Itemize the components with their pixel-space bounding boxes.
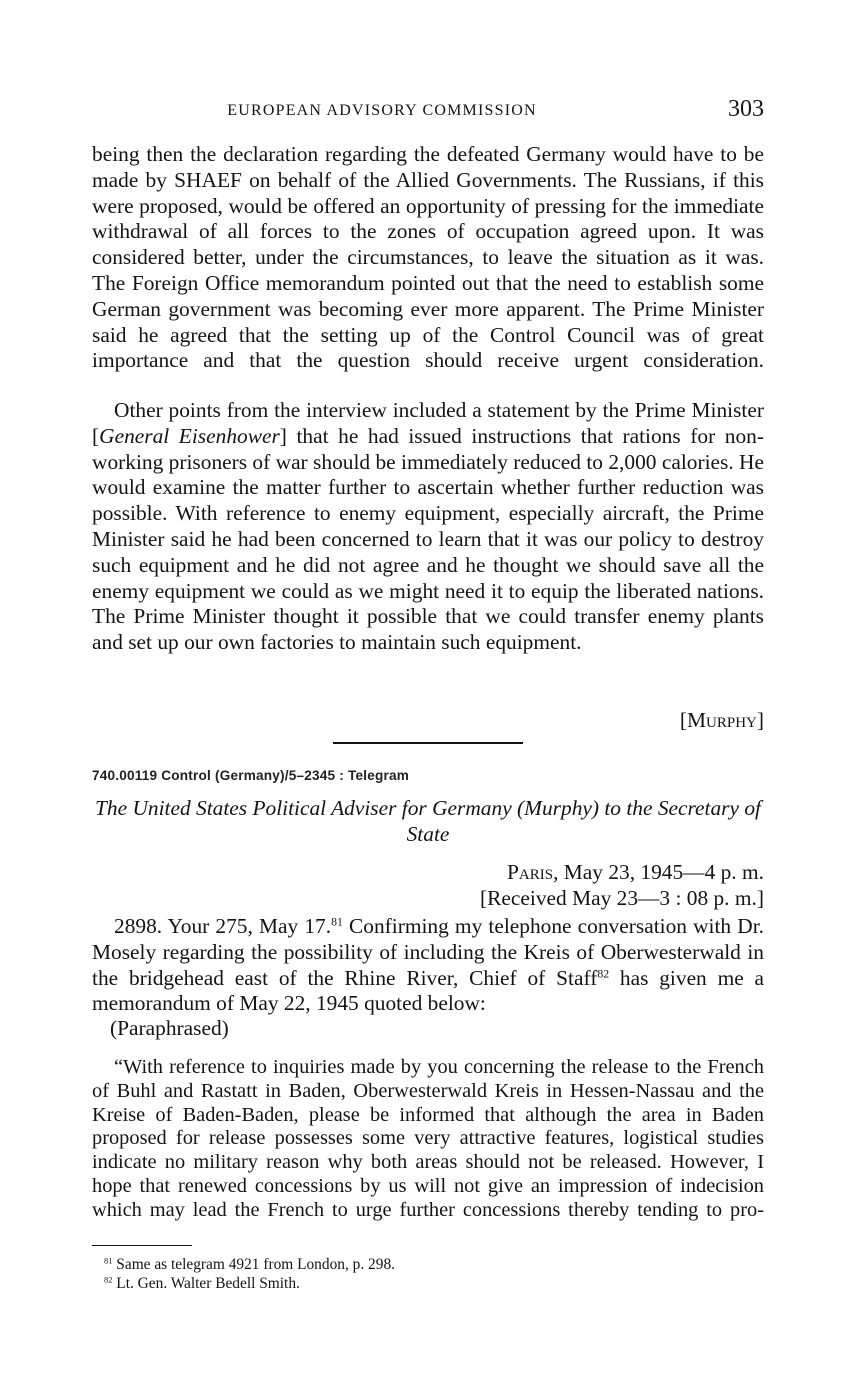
received-line: [Received May 23—3 : 08 p. m.] — [480, 886, 764, 910]
footnote-ref: 82 — [597, 966, 610, 980]
page-number: 303 — [728, 96, 764, 122]
dateline — [507, 860, 764, 885]
footnote — [104, 1275, 300, 1293]
footnote-ref: 81 — [331, 915, 343, 929]
footnote-mark: 82 — [104, 1274, 113, 1285]
running-head — [92, 98, 764, 124]
editorial-insert: General Eisenhower — [99, 423, 280, 448]
footnote-mark: 81 — [104, 1255, 113, 1266]
section-divider — [333, 742, 523, 744]
paragraph-text: ] that he had issued instructions that rations for non-working prisoners of war should be immediately reduced to 2,000 calories. He would examine the matter further to ascertain whether further reduction was possible. With reference to enemy equipment, especially aircraft, the Prime Minister said he had been concerned to learn that it was our policy to destroy such equipment and he did not agree and he thought we should save all the enemy equipment we could as we might need it to equip the liberated nations. The Prime Minister thought it possible that we could transfer enemy plants and set up our own factories to maintain such equipment. — [92, 423, 764, 655]
paragraph-text: 2898. Your 275, May 17. — [114, 914, 332, 938]
dateline-date: , May 23, 1945—4 p. m. — [553, 860, 764, 884]
telegram-opening — [92, 914, 764, 1017]
footnote — [104, 1256, 395, 1274]
paragraph-text: Confirming my telephone conversation with Dr. Mosely regarding the possibility of including the Kreis of Oberwesterwald in the bridgehead east of the Rhine River, Chief of Staff — [92, 914, 764, 990]
footnote-text: Lt. Gen. Walter Bedell Smith. — [112, 1275, 300, 1292]
footnote-rule — [92, 1245, 192, 1246]
running-title: EUROPEAN ADVISORY COMMISSION — [227, 102, 537, 119]
document-title: The United States Political Adviser for Germany (Murphy) to the Secretary of State — [95, 796, 761, 846]
quoted-memorandum: “With reference to inquiries made by you concerning the release to the French of Buhl and Rastatt in Baden, Oberwesterwald Kreis in Hessen-Nassau and the Kreise of Baden-Baden, please be informed that although the area in Baden proposed for release possesses some very attractive features, logistical studies indicate no military reason why both areas should not be released. However, I hope that renewed concessions by us will not give an impression of indecision which may lead the French to urge further concessions thereby tending to pro- — [92, 1056, 764, 1221]
paragraph-text: Other points from the interview included a statement by the Prime Minister [ — [92, 398, 764, 448]
paragraph-interview — [92, 398, 764, 656]
paragraph-continued: being then the declaration regarding the defeated Germany would have to be made by SHAEF on behalf of the Allied Governments. The Russians, if this were proposed, would be offered an opportunity of pressing for the immediate withdrawal of all forces to the zones of occupation agreed upon. It was considered better, under the circumstances, to leave the situation as it was. The Foreign Office memorandum pointed out that the need to establish some German government was becoming ever more apparent. The Prime Minister said he agreed that the setting up of the Control Council was of great importance and that the question should receive urgent consideration. — [92, 142, 764, 373]
paraphrased-label: (Paraphrased) — [110, 1016, 229, 1040]
signature: [Murphy] — [679, 708, 764, 732]
file-reference: 740.00119 Control (Germany)/5–2345 : Telegram — [92, 768, 410, 783]
dateline-place: Paris — [506, 860, 554, 884]
footnote-text: Same as telegram 4921 from London, p. 298. — [112, 1256, 395, 1273]
paragraph-text: has given me a memorandum of May 22, 1945 quoted below: — [92, 965, 765, 1016]
